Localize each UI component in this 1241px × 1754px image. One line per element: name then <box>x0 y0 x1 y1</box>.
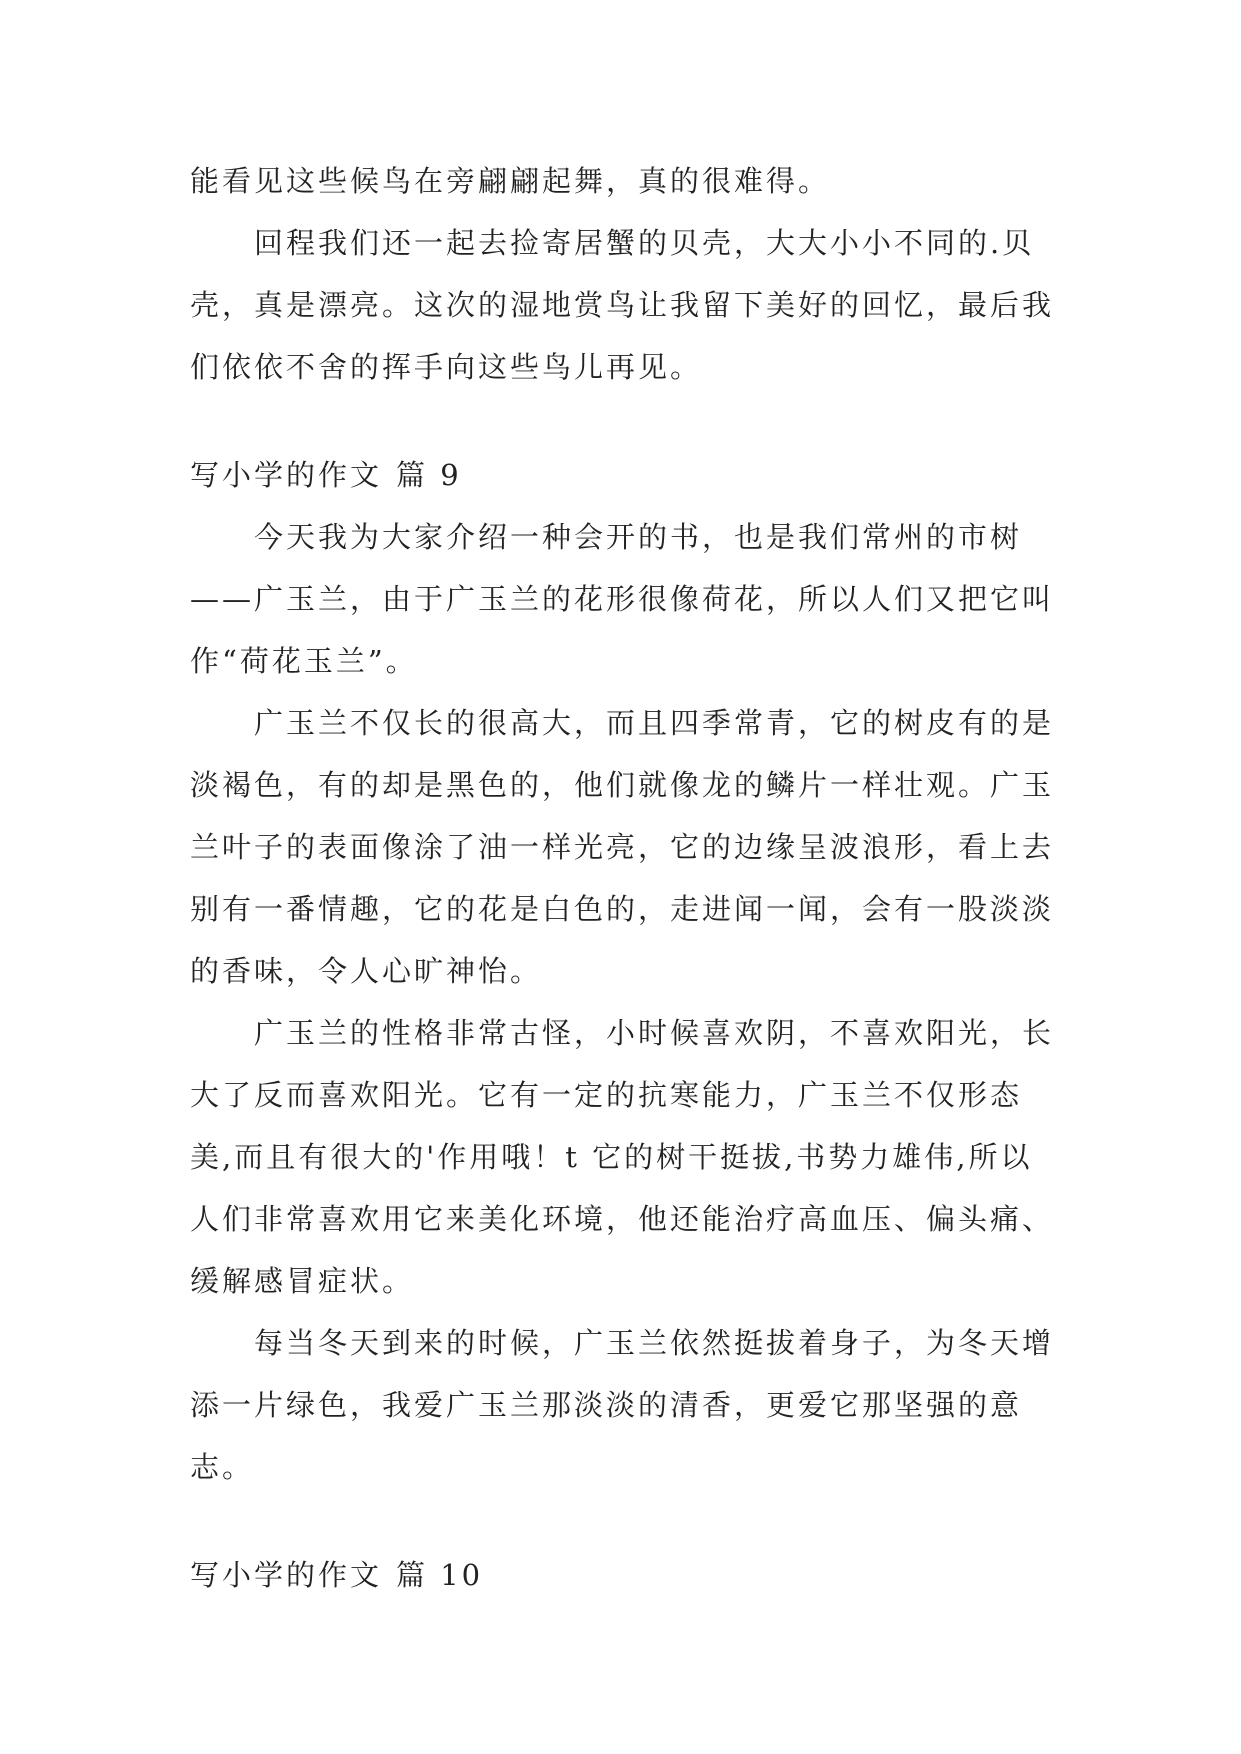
section-heading-9 <box>190 444 1060 506</box>
paragraph-character: 广玉兰的性格非常古怪，小时候喜欢阴，不喜欢阳光，长大了反而喜欢阳光。它有一定的抗寒能力，广玉兰不仅形态美,而且有很大的'作用哦！t 它的树干挺拔,书势力雄伟,所以人们非常喜欢用它来美化环境，他还能治疗高血压、偏头痛、缓解感冒症状。 <box>190 1016 1055 1298</box>
section-heading-title: 写小学的作文 <box>190 458 383 492</box>
section-heading-title: 写小学的作文 <box>190 1558 383 1592</box>
paragraph-winter: 每当冬天到来的时候，广玉兰依然挺拔着身子，为冬天增添一片绿色，我爱广玉兰那淡淡的清香，更爱它那坚强的意志。 <box>190 1326 1055 1484</box>
paragraph-appearance: 广玉兰不仅长的很高大，而且四季常青，它的树皮有的是淡褐色，有的却是黑色的，他们就像龙的鳞片一样壮观。广玉兰叶子的表面像涂了油一样光亮，它的边缘呈波浪形，看上去别有一番情趣，它的花是白色的，走进闻一闻，会有一股淡淡的香味，令人心旷神怡。 <box>190 706 1055 988</box>
paragraph-continued: 能看见这些候鸟在旁翩翩起舞，真的很难得。 <box>190 164 831 198</box>
document-body <box>190 150 1060 1606</box>
section-heading-number: 篇 10 <box>396 1558 484 1592</box>
section-heading-number: 篇 9 <box>396 458 462 492</box>
section-heading-10 <box>190 1544 1060 1606</box>
paragraph-intro: 今天我为大家介绍一种会开的书，也是我们常州的市树——广玉兰，由于广玉兰的花形很像荷花，所以人们又把它叫作“荷花玉兰”。 <box>190 520 1055 678</box>
paragraph-return-trip: 回程我们还一起去捡寄居蟹的贝壳，大大小小不同的.贝壳，真是漂亮。这次的湿地赏鸟让我留下美好的回忆，最后我们依依不舍的挥手向这些鸟儿再见。 <box>190 226 1055 384</box>
